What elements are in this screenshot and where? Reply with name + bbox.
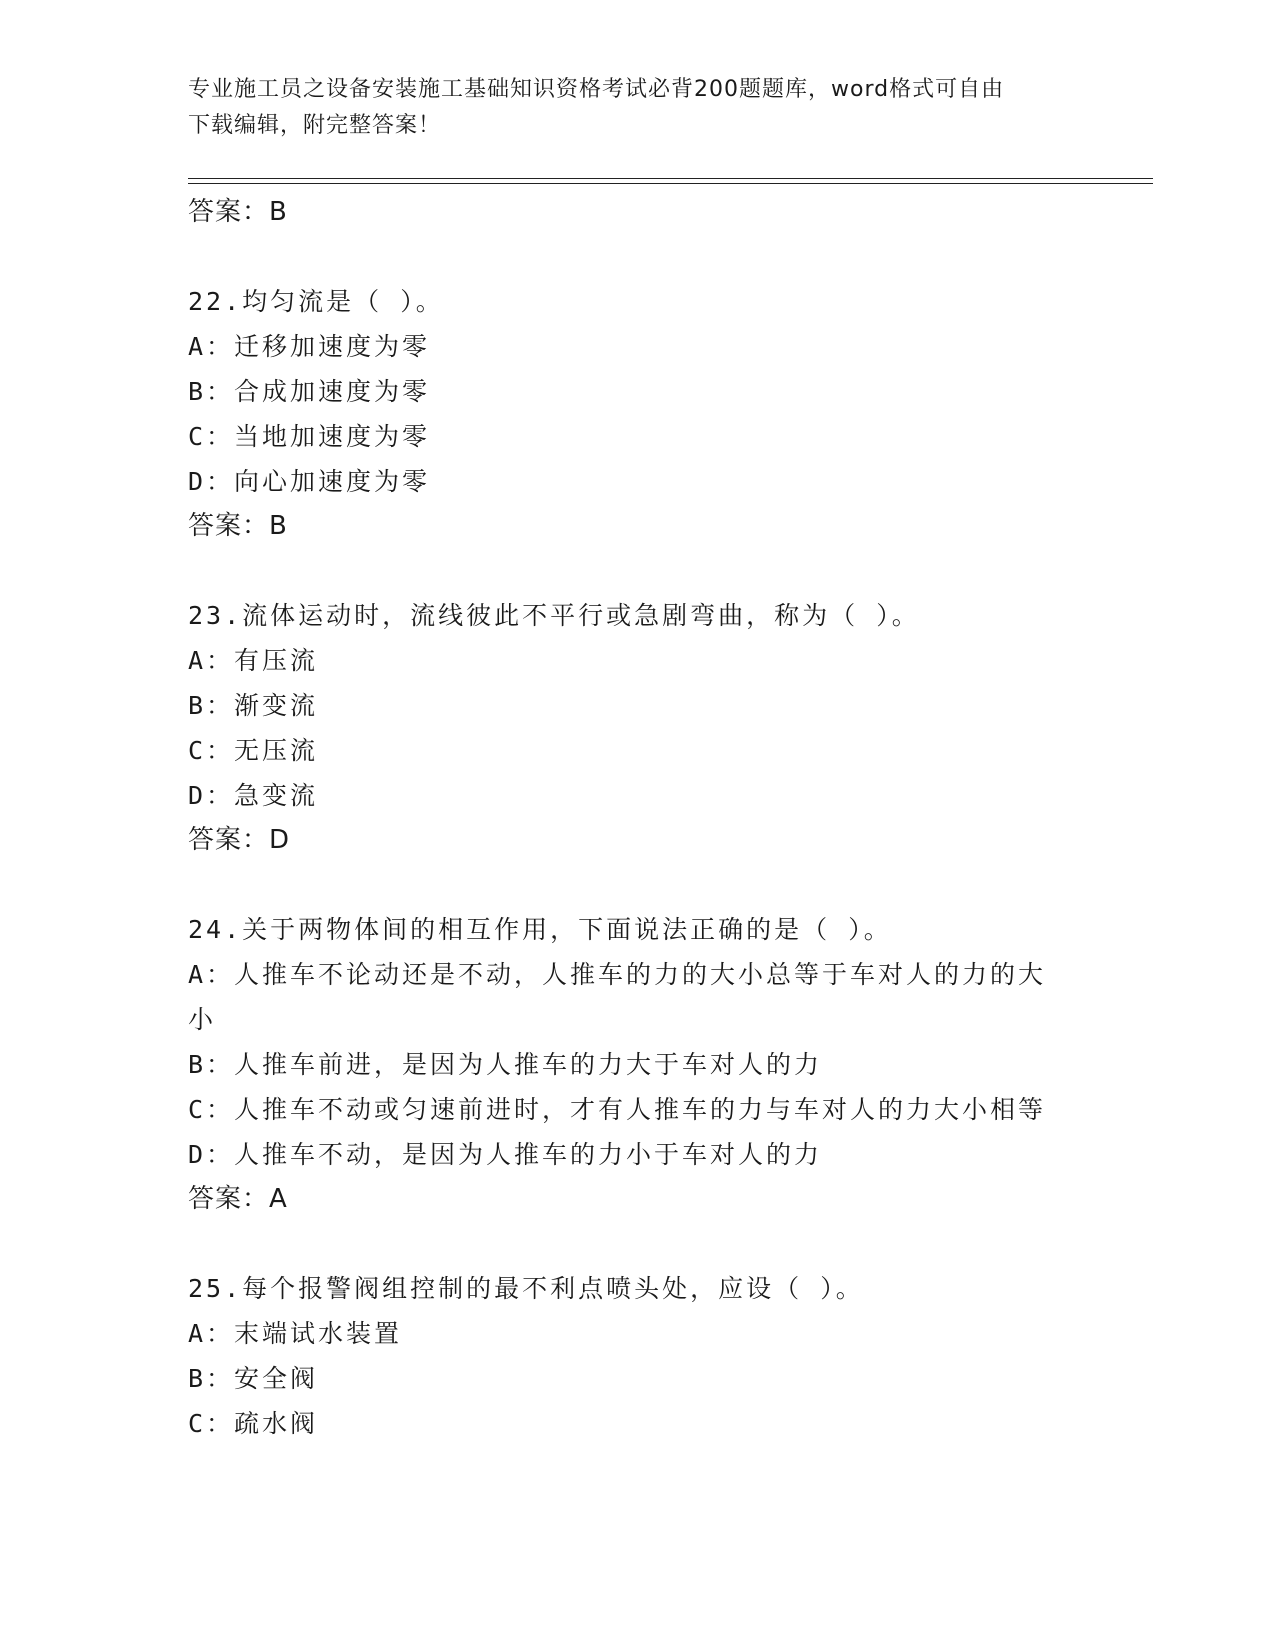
- header-title-line-1: 专业施工员之设备安装施工基础知识资格考试必背200题题库，word格式可自由: [188, 77, 1005, 102]
- header-rule-top: [188, 178, 1153, 179]
- option-b: B：合成加速度为零: [188, 377, 431, 406]
- question-stem: 23.流体运动时，流线彼此不平行或急剧弯曲，称为（ ）。: [188, 601, 920, 630]
- question-block: [188, 1266, 1088, 1446]
- option-c: C：疏水阀: [188, 1409, 319, 1438]
- option-a: A：人推车不论动还是不动，人推车的力的大小总等于车对人的力的大: [188, 960, 1047, 989]
- option-a: A：有压流: [188, 646, 319, 675]
- option-a: A：末端试水装置: [188, 1319, 403, 1348]
- question-stem: 24.关于两物体间的相互作用，下面说法正确的是（ ）。: [188, 915, 892, 944]
- answer-line: 答案：A: [188, 1184, 288, 1214]
- option-c: C：无压流: [188, 736, 319, 765]
- option-d: D：人推车不动，是因为人推车的力小于车对人的力: [188, 1140, 823, 1169]
- option-a-continuation: 小: [188, 1005, 217, 1034]
- option-d: D：向心加速度为零: [188, 467, 431, 496]
- option-c: C：当地加速度为零: [188, 422, 431, 451]
- question-block: [188, 593, 1088, 863]
- option-d: D：急变流: [188, 781, 319, 810]
- question-list: [188, 190, 1088, 1446]
- answer-line: 答案：B: [188, 511, 288, 541]
- answer-line: 答案：B: [188, 197, 288, 227]
- question-stem: 22.均匀流是（ ）。: [188, 287, 444, 316]
- option-b: B：人推车前进，是因为人推车的力大于车对人的力: [188, 1050, 823, 1079]
- answer-line: 答案：D: [188, 825, 291, 855]
- option-b: B：渐变流: [188, 691, 319, 720]
- option-b: B：安全阀: [188, 1364, 319, 1393]
- option-a: A：迁移加速度为零: [188, 332, 431, 361]
- header-rule-bottom: [188, 183, 1153, 184]
- question-block: [188, 279, 1088, 549]
- option-c: C：人推车不动或匀速前进时，才有人推车的力与车对人的力大小相等: [188, 1095, 1047, 1124]
- document-header: [188, 72, 1088, 144]
- question-block: [188, 907, 1088, 1222]
- header-title-line-2: 下载编辑，附完整答案！: [188, 113, 442, 138]
- question-stem: 25.每个报警阀组控制的最不利点喷头处，应设（ ）。: [188, 1274, 864, 1303]
